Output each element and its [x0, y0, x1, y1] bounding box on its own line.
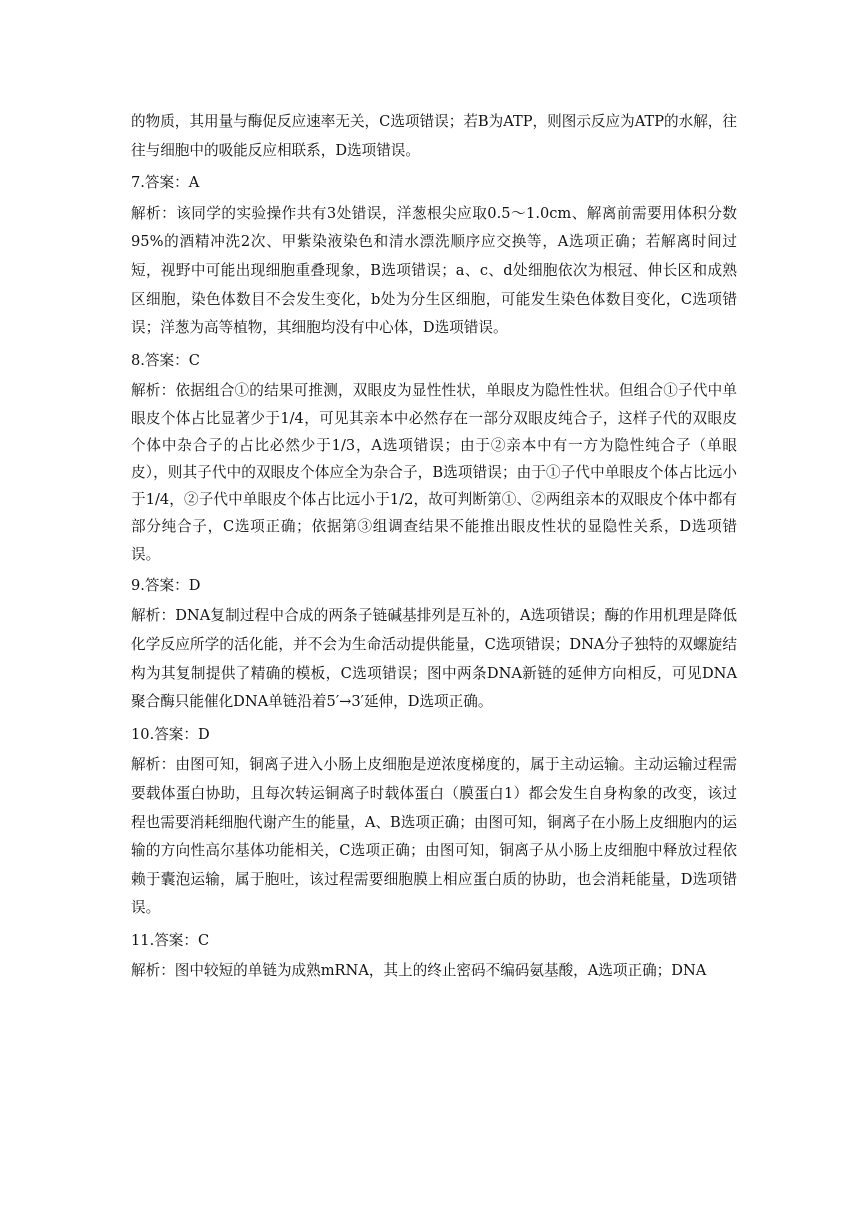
- explanation-paragraph-7: 解析：该同学的实验操作共有3处错误，洋葱根尖应取0.5～1.0cm、解离前需要用体积分数95%的酒精冲洗2次、甲紫染液染色和清水漂洗顺序应交换等，A选项正确；若解离时间过短，视野中可能出现细胞重叠现象，B选项错误；a、c、d处细胞依次为根冠、伸长区和成熟区细胞，染色体数目不会发生变化，b处为分生区细胞，可能发生染色体数目变化，C选项错误；洋葱为高等植物，其细胞均没有中心体，D选项错误。: [131, 204, 737, 337]
- answer-label-7: 7.答案：A: [131, 174, 200, 192]
- explanation-paragraph-10: 解析：由图可知，铜离子进入小肠上皮细胞是逆浓度梯度的，属于主动运输。主动运输过程需要载体蛋白协助，且每次转运铜离子时载体蛋白（膜蛋白1）都会发生自身构象的改变，该过程也需要消耗细胞代谢产生的能量，A、B选项正确；由图可知，铜离子在小肠上皮细胞内的运输的方向性高尔基体功能相关，C选项正确；由图可知，铜离子从小肠上皮细胞中释放过程依赖于囊泡运输，属于胞吐，该过程需要细胞膜上相应蛋白质的协助，也会消耗能量，D选项错误。: [131, 756, 737, 917]
- explanation-paragraph-6-end: 的物质，其用量与酶促反应速率无关，C选项错误；若B为ATP，则图示反应为ATP的水解，往往与细胞中的吸能反应相联系，D选项错误。: [131, 113, 737, 159]
- answer-label-10: 10.答案：D: [131, 725, 210, 743]
- explanation-paragraph-11-start: 解析：图中较短的单链为成熟mRNA，其上的终止密码不编码氨基酸，A选项正确；DNA: [131, 962, 707, 980]
- answer-label-8: 8.答案：C: [131, 351, 200, 369]
- answer-label-9: 9.答案：D: [131, 576, 201, 594]
- explanation-paragraph-8: 解析：依据组合①的结果可推测，双眼皮为显性性状，单眼皮为隐性性状。但组合①子代中单眼皮个体占比显著少于1/4，可见其亲本中必然存在一部分双眼皮纯合子，这样子代的双眼皮个体中杂合子的占比必然少于1/3，A选项错误；由于②亲本中有一方为隐性纯合子（单眼皮），则其子代中的双眼皮个体应全为杂合子，B选项错误；由于①子代中单眼皮个体占比远小于1/4，②子代中单眼皮个体占比远小于1/2，故可判断第①、②两组亲本的双眼皮个体中都有部分纯合子，C选项正确；依据第③组调查结果不能推出眼皮性状的显隐性关系，D选项错误。: [131, 382, 737, 563]
- answer-label-11: 11.答案：C: [131, 931, 210, 949]
- answer-explanations: [131, 108, 737, 990]
- explanation-paragraph-9: 解析：DNA复制过程中合成的两条子链碱基排列是互补的，A选项错误；酶的作用机理是降低化学反应所学的活化能，并不会为生命活动提供能量，C选项错误；DNA分子独特的双螺旋结构为其复制提供了精确的模板，C选项错误；图中两条DNA新链的延伸方向相反，可见DNA聚合酶只能催化DNA单链沿着5′→3′延伸，D选项正确。: [131, 607, 737, 711]
